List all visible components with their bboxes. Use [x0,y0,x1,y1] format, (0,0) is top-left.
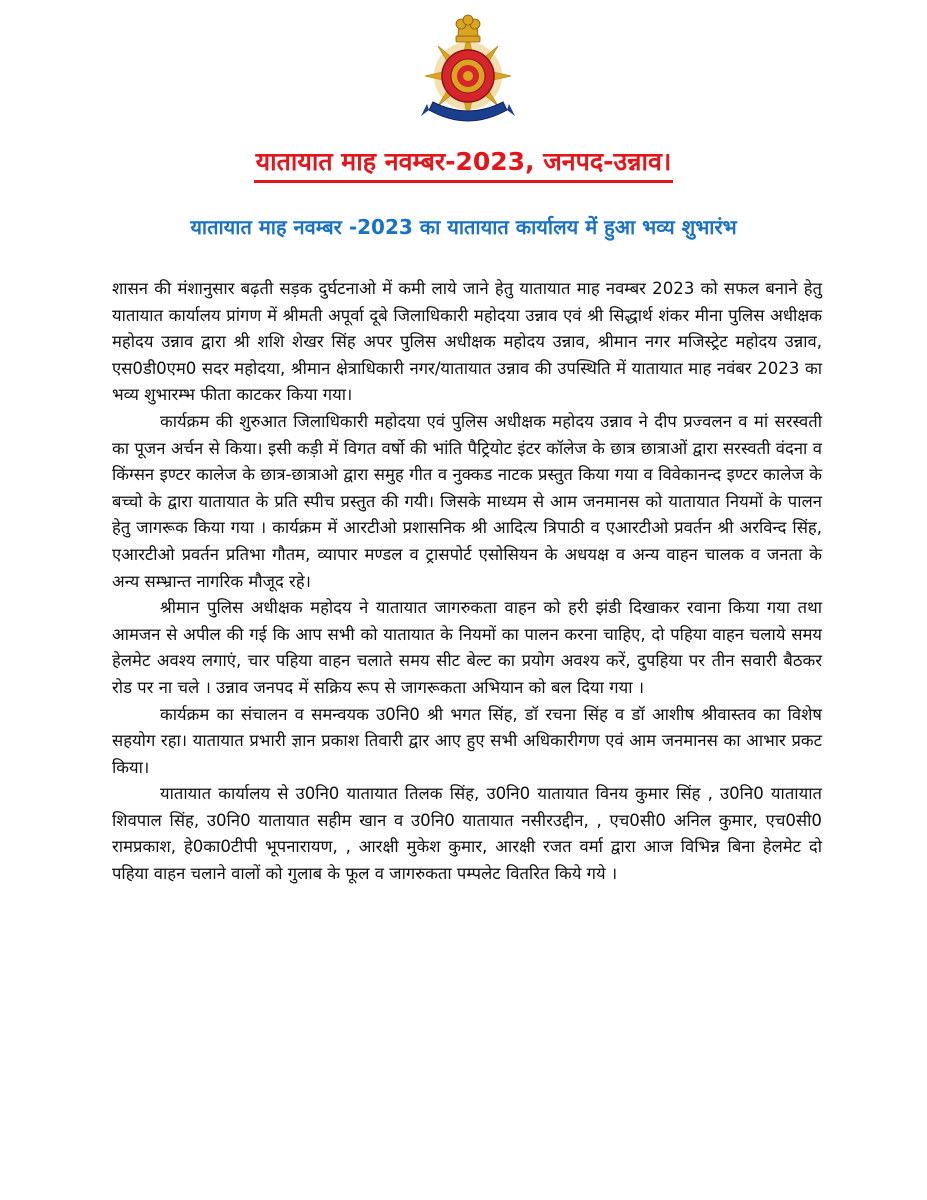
page-title [0,140,927,183]
page-subtitle: यातायात माह नवम्बर -2023 का यातायात कार्यालय में हुआ भव्य शुभारंभ [190,215,737,239]
up-police-emblem-icon [413,6,523,134]
page-title-text: यातायात माह नवम्बर-2023, जनपद-उन्नाव। [254,146,674,183]
paragraph-2: कार्यक्रम की शुरुआत जिलाधिकारी महोदया एवं पुलिस अधीक्षक महोदय उन्नाव ने दीप प्रज्वलन व मां सरस्वती का पूजन अर्चन से किया। इसी कड़ी में विगत वर्षो की भांति पैट्रियोट इंटर कॉलेज के छात्र छात्राओं द्वारा सरस्वती वंदना व किंग्सन इण्टर कालेज के छात्र-छात्राओ द्वारा समुह गीत व नुक्कड नाटक प्रस्तुत किया गया व विवेकानन्द इण्टर कालेज के बच्चो के द्वारा यातायात के प्रति स्पीच प्रस्तुत की गयी। जिसके माध्यम से आम जनमानस को यातायात नियमों के पालन हेतु जागरूक किया गया । कार्यक्रम में आरटीओ प्रशासनिक श्री आदित्य त्रिपाठी व एआरटीओ प्रवर्तन श्री अरविन्द सिंह, एआरटीओ प्रवर्तन प्रतिभा गौतम, व्यापार मण्डल व ट्रासपोर्ट एसोसियन के अधयक्ष व अन्य वाहन चालक व जनता के अन्य सम्भ्रान्त नागरिक मौजूद रहे। [112,411,822,591]
article-body [112,276,822,888]
paragraph-4: कार्यक्रम का संचालन व समन्वयक उ0नि0 श्री भगत सिंह, डॉ रचना सिंह व डॉ आशीष श्रीवास्तव का विशेष सहयोग रहा। यातायात प्रभारी ज्ञान प्रकाश तिवारी द्वार आए हुए सभी अधिकारीगण एवं आम जनमानस का आभार प्रकट किया। [112,704,822,777]
paragraph-3: श्रीमान पुलिस अधीक्षक महोदय ने यातायात जागरुकता वाहन को हरी झंडी दिखाकर रवाना किया गया तथा आमजन से अपील की गई कि आप सभी को यातायात के नियमों का पालन करना चाहिए, दो पहिया वाहन चलाये समय हेलमेट अवश्य लगाएं, चार पहिया वाहन चलाते समय सीट बेल्ट का प्रयोग अवश्य करें, दुपहिया पर तीन सवारी बैठकर रोड पर ना चले । उन्नाव जनपद में सक्रिय रूप से जागरूकता अभियान को बल दिया गया । [112,598,822,697]
paragraph-1: शासन की मंशानुसार बढ़ती सड़क दुर्घटनाओ में कमी लाये जाने हेतु यातायात माह नवम्बर 2023 को सफल बनाने हेतु यातायात कार्यालय प्रांगण में श्रीमती अपूर्वा दूबे जिलाधिकारी महोदया उन्नाव एवं श्री सिद्धार्थ शंकर मीना पुलिस अधीक्षक महोदय उन्नाव द्वारा श्री शशि शेखर सिंह अपर पुलिस अधीक्षक महोदय उन्नाव, श्रीमान नगर मजिस्ट्रेट महोदय उन्नाव, एस0डी0एम0 सदर महोदया, श्रीमान क्षेत्राधिकारी नगर/यातायात उन्नाव की उपस्थिति में यातायात माह नवंबर 2023 का भव्य शुभारम्भ फीता काटकर किया गया। [112,279,822,405]
paragraph-5: यातायात कार्यालय से उ0नि0 यातायात तिलक सिंह, उ0नि0 यातायात विनय कुमार सिंह , उ0नि0 यातायात शिवपाल सिंह, उ0नि0 यातायात सहीम खान व उ0नि0 यातायात नसीरउद्दीन, , एच0सी0 अनिल कुमार, एच0सी0 रामप्रकाश, हे0का0टीपी भूपनारायण, , आरक्षी मुकेश कुमार, आरक्षी रजत वर्मा द्वारा आज विभिन्न बिना हेलमेट दो पहिया वाहन चलाने वालों को गुलाब के फूल व जागरुकता पम्पलेट वितरित किये गये । [112,784,822,884]
emblem-graphic [413,6,523,134]
